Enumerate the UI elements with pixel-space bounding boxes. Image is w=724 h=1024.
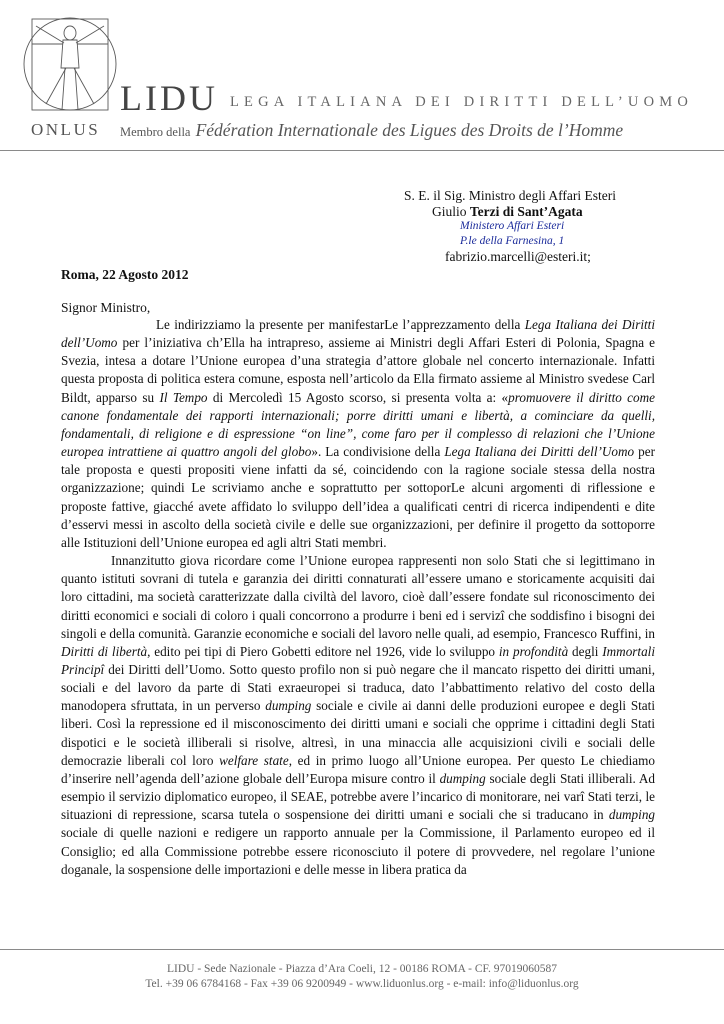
- letter-date: Roma, 22 Agosto 2012: [61, 267, 189, 282]
- body-paragraph-1: [61, 316, 655, 552]
- body-p1-segment: di Mercoledì 15 Agosto scorso, si presenta volta a: «: [207, 389, 509, 405]
- body-p2-segment: welfare state: [219, 752, 289, 768]
- footer-address: LIDU - Sede Nazionale - Piazza d’Ara Coeli, 12 - 00186 ROMA - CF. 97019060587: [166, 963, 557, 975]
- body-p2-segment: in profondità: [498, 643, 569, 659]
- member-organization: Fédération Internationale des Ligues des Droits de l’Homme: [195, 120, 624, 140]
- body-p2-segment: dei Diritti dell’Uomo. Sotto questo profilo non si può negare che il mancato rispetto dei diritti umani, sociali e del lavoro da parte di Stati exraeuropei si traduca, dato l’abbattimento relativo del costo della manodopera sfruttata, in un perverso: [61, 661, 655, 714]
- addressee-surname: Terzi di Sant’Agata: [469, 204, 583, 219]
- addressee-first-name: Giulio: [432, 204, 467, 219]
- header-divider: [0, 150, 724, 151]
- body-p2-segment: sociale degli Stati illiberali. Ad esempio il servizio diplomatico europeo, il SEAE, potrebbe avere l’incarico di monitorare, nei varî Stati terzi, le situazioni di repressione, scarsa tutela o sospensione dei diritti umani e sociali che si traducano in: [61, 770, 655, 823]
- addressee-email: fabrizio.marcelli@esteri.it;: [445, 249, 591, 264]
- footer-divider: [0, 949, 724, 950]
- onlus-label: ONLUS: [31, 120, 101, 139]
- letter-body: [61, 316, 655, 879]
- body-p2-segment: dumping: [608, 807, 655, 823]
- brand-name: LIDU: [120, 78, 218, 118]
- body-p1-segment: Il Tempo: [159, 389, 208, 405]
- body-p2-segment: sociale di quelle nazioni e redigere un rapporto annuale per la Commissione, il Parlamento europeo ed il Consiglio; ed alla Commissione potrebbe essere riconosciuto il potere di provvedere, nel regolare l’unione doganale, la sospensione delle importazioni e delle messe in libera pratica da: [61, 825, 655, 877]
- addressee-address: P.le della Farnesina, 1: [460, 235, 565, 247]
- body-p2-segment: Immortali Principî: [61, 643, 655, 677]
- organization-full-name: LEGA ITALIANA DEI DIRITTI DELL’UOMO: [230, 94, 694, 110]
- body-p1-segment: Le indirizziamo la presente per manifestarLe l’apprezzamento della: [156, 317, 525, 332]
- body-p2-segment: dumping: [265, 698, 312, 714]
- body-p1-segment: Lega Italiana dei Diritti dell’Uomo: [61, 317, 655, 351]
- body-p2-segment: dumping: [439, 770, 486, 786]
- footer-contacts: Tel. +39 06 6784168 - Fax +39 06 9200949 - www.liduonlus.org - e-mail: info@liduonlus.org: [145, 978, 579, 990]
- membership-line: [120, 121, 623, 140]
- addressee-line-1: S. E. il Sig. Ministro degli Affari Esteri: [404, 188, 616, 203]
- body-p2-segment: , edito pei tipi di Piero Gobetti editore nel 1926, vide lo sviluppo: [147, 643, 499, 659]
- body-p1-segment: promuovere il diritto come canone fondamentale dei rapporti internazionali; porre diritti umani e libertà, a cominciare da quelli, fondamentali, di religione e di espressione “on line”, come faro per il complesso di relazioni che l’Unione europea intrattiene ai quattro angoli del globo: [61, 389, 656, 460]
- body-p2-segment: , ed in primo luogo all’Unione europea. Per questo Le chiediamo d’inserire nell’agenda dell’azione globale dell’Europa misure contro il: [61, 752, 656, 786]
- vitruvian-man-logo: [22, 6, 120, 118]
- body-p1-segment: per l’iniziativa ch’Ella ha intrapreso, assieme ai Ministri degli Affari Esteri di Polonia, Spagna e Svezia, intesa a dotare l’Unione europea d’una strategia d’attore globale nel concerto internazionale. Infatti questa proposta di politica estera comune, esposta nell’articolo da Ella firmato assieme al Ministro svedese Carl Bildt, apparso su: [61, 335, 655, 405]
- body-paragraph-2: [61, 552, 655, 879]
- body-p2-segment: sociale e civile ai danni delle produzioni europee e degli Stati liberi. Così la repressione ed il misconoscimento dei diritti umani e sociali che opprime i cittadini degli Stati dispotici e le società illiberali si risolve, altresì, in una minaccia alle acquisizioni civili e sociali delle democrazie liberali col loro: [61, 698, 655, 768]
- body-p1-segment: ». La condivisione della: [311, 444, 445, 460]
- addressee-ministry: Ministero Affari Esteri: [460, 220, 565, 232]
- addressee-line-2: [432, 205, 583, 219]
- body-p2-segment: degli: [568, 643, 603, 659]
- body-p1-segment: per tale proposta e questi propositi viene infatti da sé, coincidendo con la ragione sociale stessa della nostra organizzazione; quindi Le scriviamo anche e soprattutto per sottoporLe alcuni argomenti di riflessione e proposte fattive, giacché avete affidato lo sviluppo dell’idea a qualificati centri di ricerca indipendenti e dite d’esservi messi in ascolto della società civile e delle sue organizzazioni, per definire il progetto da sottoporre alle Istituzioni dell’Unione europea ed agli altri Stati membri.: [61, 444, 656, 550]
- body-p2-segment: Diritti di libertà: [61, 643, 148, 659]
- member-prefix: Membro della: [120, 125, 191, 139]
- body-p2-segment: Innanzitutto giova ricordare come l’Unione europea rappresenti non solo Stati che si legittimano in quanto istituti sovrani di tutela e garanzia dei diritti connaturati all’essere umano e storicamente acquisiti dai loro cittadini, ma società caratterizzate dalla civiltà del lavoro, cioè dall’essere fondate sul riconoscimento dei diritti economici e sociali di coloro i quali concorrono a produrre i beni ed i servizî che soddisfino i bisogni dei singoli e della comunità. Garanzie economiche e sociali del lavoro nelle quali, ad esempio, Francesco Ruffini, in: [61, 553, 655, 641]
- body-p1-segment: Lega Italiana dei Diritti dell’Uomo: [444, 444, 635, 460]
- salutation: Signor Ministro,: [61, 300, 151, 315]
